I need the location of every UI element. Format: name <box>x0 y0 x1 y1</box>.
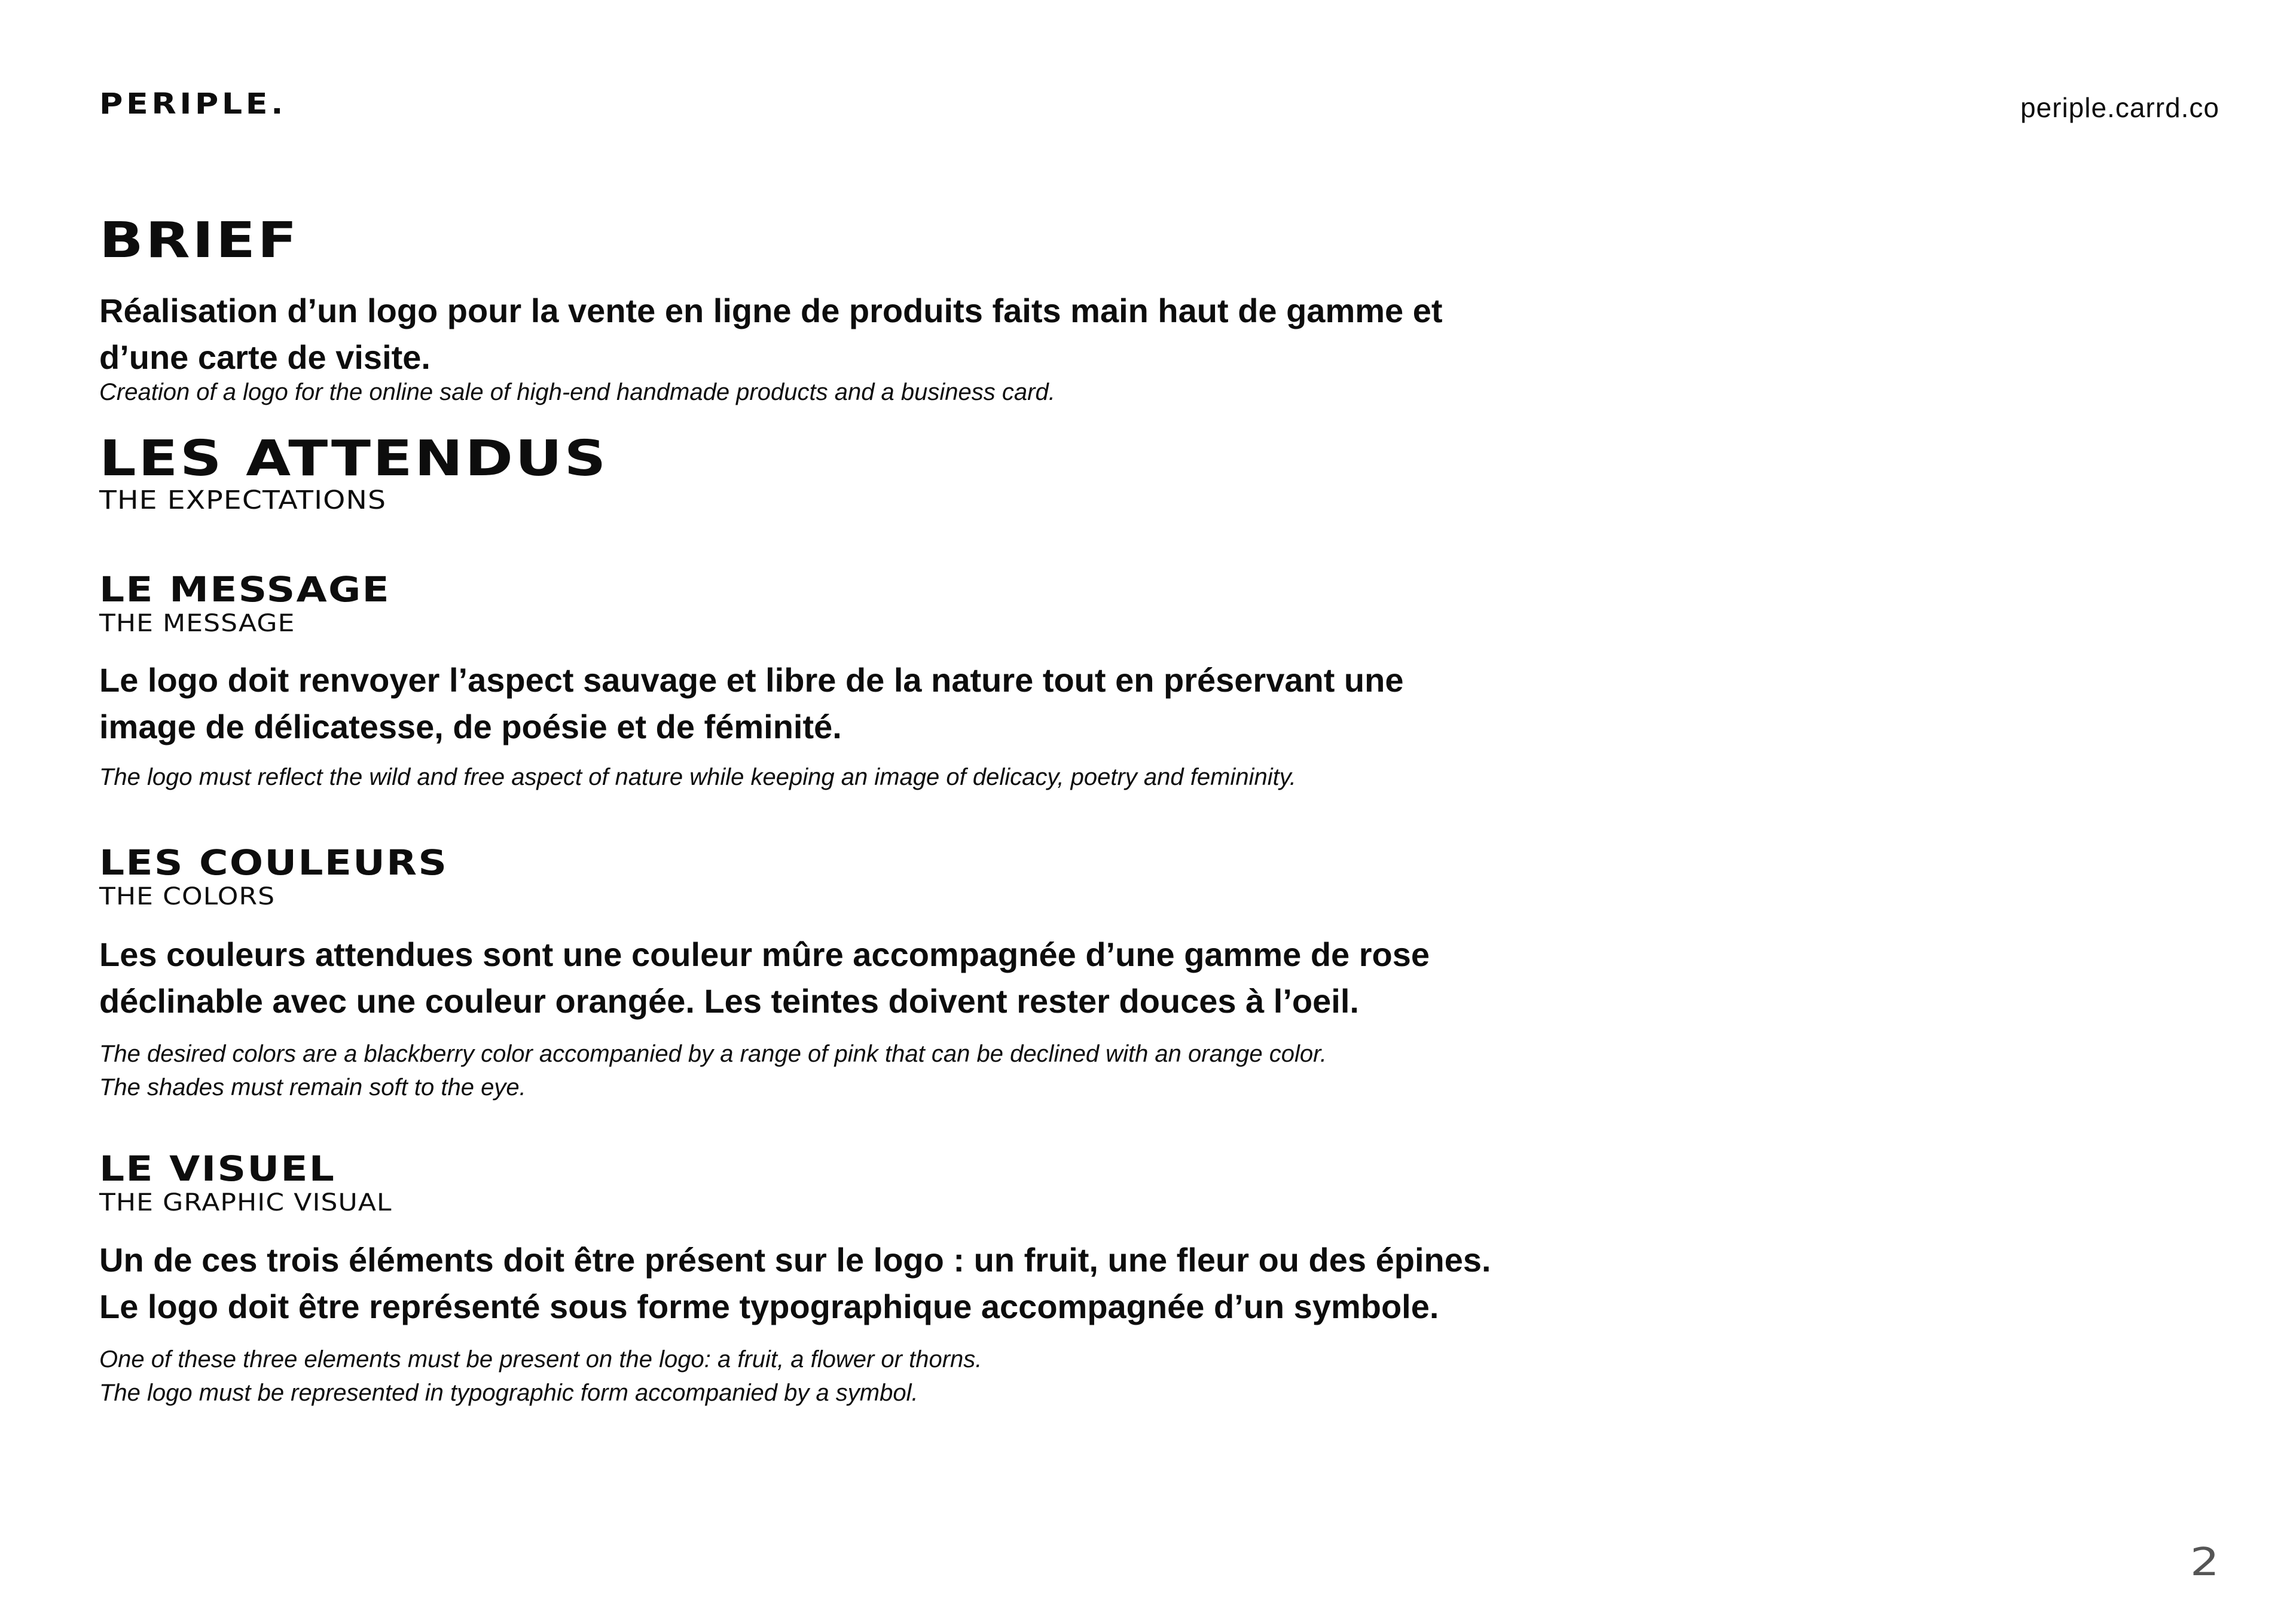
expectations-subtitle: THE EXPECTATIONS <box>99 485 387 515</box>
colors-text-en <box>99 1037 1327 1104</box>
colors-en-line: The shades must remain soft to the eye. <box>99 1074 526 1101</box>
site-url: periple.carrd.co <box>2020 92 2219 123</box>
brief-en-line: Creation of a logo for the online sale of high-end handmade products and a business card. <box>99 379 1055 405</box>
colors-title: LES COULEURS <box>99 842 448 883</box>
message-title: LE MESSAGE <box>99 569 390 610</box>
expectations-title: LES ATTENDUS <box>99 430 608 487</box>
visual-subtitle: THE GRAPHIC VISUAL <box>99 1189 392 1217</box>
page-number: 2 <box>2190 1541 2219 1585</box>
message-fr-line: image de délicatesse, de poésie et de féminité. <box>99 708 842 745</box>
brief-text-fr <box>99 288 1750 381</box>
visual-title: LE VISUEL <box>99 1148 336 1189</box>
visual-en-line: The logo must be represented in typographic form accompanied by a symbol. <box>99 1380 918 1406</box>
brief-fr-line: d’une carte de visite. <box>99 338 430 376</box>
colors-fr-line: déclinable avec une couleur orangée. Les teintes doivent rester douces à l’oeil. <box>99 982 1359 1020</box>
message-text-fr <box>99 657 1750 750</box>
brand-logo: PERIPLE. <box>99 87 287 121</box>
visual-fr-line: Le logo doit être représenté sous forme typographique accompagnée d’un symbole. <box>99 1288 1439 1325</box>
brief-title: BRIEF <box>99 212 300 269</box>
message-subtitle: THE MESSAGE <box>99 610 295 637</box>
message-text-en <box>99 760 1296 794</box>
visual-fr-line: Un de ces trois éléments doit être présent sur le logo : un fruit, une fleur ou des épines. <box>99 1241 1491 1279</box>
colors-en-line: The desired colors are a blackberry color accompanied by a range of pink that can be declined with an orange color. <box>99 1041 1327 1067</box>
visual-text-en <box>99 1343 982 1410</box>
brief-fr-line: Réalisation d’un logo pour la vente en ligne de produits faits main haut de gamme et <box>99 292 1443 329</box>
visual-text-fr <box>99 1237 1750 1330</box>
message-en-line: The logo must reflect the wild and free aspect of nature while keeping an image of delicacy, poetry and femininity. <box>99 764 1296 790</box>
colors-fr-line: Les couleurs attendues sont une couleur mûre accompagnée d’une gamme de rose <box>99 936 1430 973</box>
colors-text-fr <box>99 931 1750 1025</box>
colors-subtitle: THE COLORS <box>99 883 276 910</box>
visual-en-line: One of these three elements must be present on the logo: a fruit, a flower or thorns. <box>99 1346 982 1373</box>
brief-text-en <box>99 375 1055 409</box>
message-fr-line: Le logo doit renvoyer l’aspect sauvage et libre de la nature tout en préservant une <box>99 661 1404 699</box>
